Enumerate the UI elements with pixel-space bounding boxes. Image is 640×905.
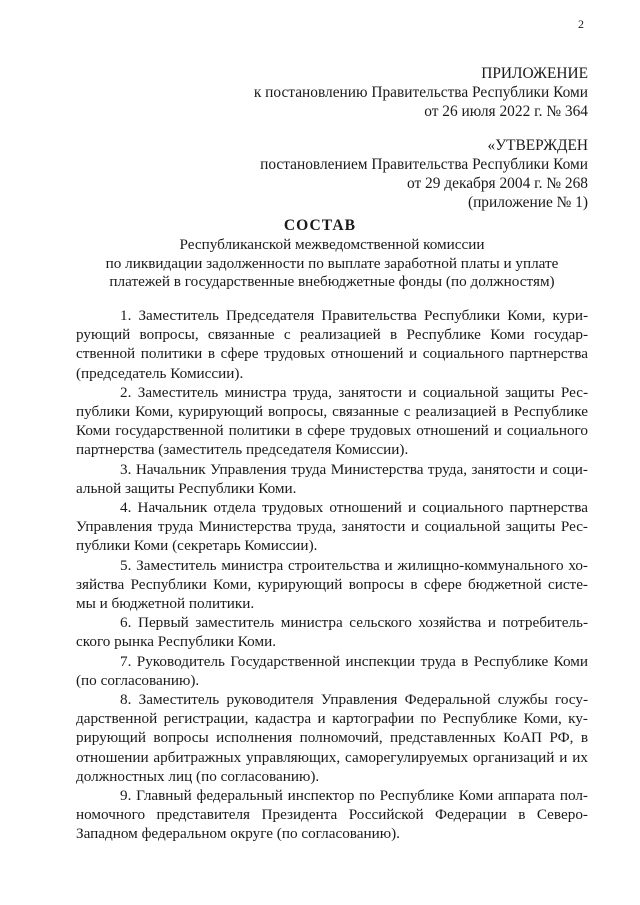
approved-line-1: постановлением Правительства Республики Коми xyxy=(260,156,588,173)
member-item xyxy=(76,460,588,498)
member-item-line: (председатель Комиссии). xyxy=(76,364,244,382)
approved-header xyxy=(260,136,588,212)
member-item xyxy=(76,383,588,460)
subtitle-line-2: по ликвидации задолженности по выплате заработной платы и уплате xyxy=(105,254,559,272)
member-item-line: зяйства Республики Коми, курирующий вопросы в сфере бюджетной систе- xyxy=(76,575,588,593)
member-item-line: 2. Заместитель министра труда, занятости и социальной защиты Рес- xyxy=(120,383,588,401)
member-item xyxy=(76,498,588,556)
members-list xyxy=(76,306,588,844)
appendix-header xyxy=(254,64,588,121)
member-item xyxy=(76,786,588,844)
subtitle-line-3: платежей в государственные внебюджетные фонды (по должностям) xyxy=(109,273,555,290)
member-item xyxy=(76,556,588,614)
member-item-line: 4. Начальник отдела трудовых отношений и социального партнерства xyxy=(120,499,588,517)
document-title: СОСТАВ xyxy=(283,217,357,234)
member-item-line: 7. Руководитель Государственной инспекции труда в Республике Коми xyxy=(120,652,588,670)
approved-line-3: (приложение № 1) xyxy=(467,194,588,211)
member-item-line: 5. Заместитель министра строительства и жилищно-коммунального хо- xyxy=(120,556,588,574)
page-number: 2 xyxy=(578,17,584,31)
member-item-line: отношении арбитражных управляющих, саморегулируемых организаций и их xyxy=(76,748,588,766)
member-item-line: рующий вопросы, связанные с реализацией в Республике Коми государ- xyxy=(76,326,588,344)
member-item-line: ственной политики в сфере трудовых отношений и социального партнерства xyxy=(76,345,588,363)
member-item-line: 6. Первый заместитель министра сельского хозяйства и потребитель- xyxy=(120,614,588,632)
member-item xyxy=(76,306,588,383)
member-item-line: (по согласованию). xyxy=(76,671,200,689)
member-item-line: должностных лиц (по согласованию). xyxy=(76,767,320,785)
member-item-line: Коми государственной политики в сфере трудовых отношений и социального xyxy=(76,422,588,440)
member-item xyxy=(76,652,588,690)
appendix-line-2: от 26 июля 2022 г. № 364 xyxy=(424,103,588,120)
appendix-label: ПРИЛОЖЕНИЕ xyxy=(481,65,588,82)
member-item-line: 3. Начальник Управления труда Министерства труда, занятости и соци- xyxy=(120,460,588,478)
member-item-line: публики Коми, курирующий вопросы, связанные с реализацией в Республике xyxy=(76,403,588,421)
member-item-line: мы и бюджетной политики. xyxy=(76,595,255,613)
member-item-line: альной защиты Республики Коми. xyxy=(76,479,297,497)
member-item-line: публики Коми (секретарь Комиссии). xyxy=(76,537,318,555)
member-item-line: Управления труда Министерства труда, занятости и социальной защиты Рес- xyxy=(76,518,588,536)
member-item xyxy=(76,613,588,651)
member-item-line: 9. Главный федеральный инспектор по Республике Коми аппарата пол- xyxy=(120,787,588,805)
appendix-line-1: к постановлению Правительства Республики Коми xyxy=(253,84,588,101)
approved-line-2: от 29 декабря 2004 г. № 268 xyxy=(406,175,588,192)
document-subtitle xyxy=(0,236,640,292)
member-item-line: 8. Заместитель руководителя Управления Федеральной службы госу- xyxy=(120,691,588,709)
subtitle-line-1: Республиканской межведомственной комиссии xyxy=(179,236,485,253)
member-item-line: партнерства (заместитель председателя Комиссии). xyxy=(76,441,409,459)
member-item-line: 1. Заместитель Председателя Правительства Республики Коми, кури- xyxy=(120,307,588,324)
approved-label: «УТВЕРЖДЕН xyxy=(487,137,588,154)
member-item-line: номочного представителя Президента Российской Федерации в Северо- xyxy=(76,806,588,824)
member-item-line: ского рынка Республики Коми. xyxy=(76,633,276,651)
member-item-line: дарственной регистрации, кадастра и картографии по Республике Коми, ку- xyxy=(76,710,588,728)
member-item xyxy=(76,690,588,786)
member-item-line: рирующий вопросы исполнения полномочий, представленных КоАП РФ, в xyxy=(76,729,588,747)
member-item-line: Западном федеральном округе (по согласованию). xyxy=(76,825,400,843)
